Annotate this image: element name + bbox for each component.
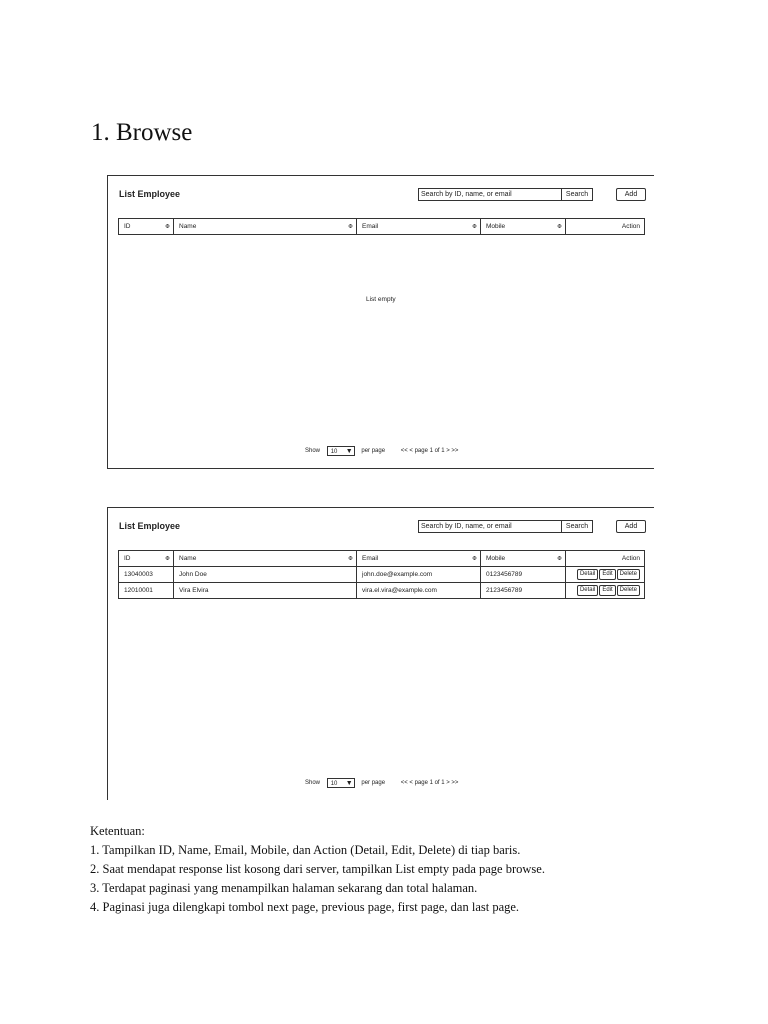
- employee-table: [118, 218, 645, 235]
- show-label: Show: [305, 448, 321, 454]
- list-title: List Employee: [119, 189, 181, 199]
- notes-item: 4. Paginasi juga dilengkapi tombol next page, previous page, first page, dan last page.: [90, 900, 520, 914]
- search-button[interactable]: Search: [561, 520, 593, 533]
- column-header-action: Action: [566, 219, 645, 235]
- detail-button[interactable]: Detail: [577, 569, 598, 580]
- table-row: [119, 583, 645, 599]
- column-header-name[interactable]: [174, 551, 357, 567]
- notes-item: 3. Terdapat paginasi yang menampilkan halaman sekarang dan total halaman.: [90, 881, 478, 895]
- pagination: [305, 446, 458, 456]
- column-header-email[interactable]: [357, 219, 481, 235]
- list-title: List Employee: [119, 521, 181, 531]
- column-header-action: Action: [566, 551, 645, 567]
- column-header-label: ID: [124, 223, 131, 230]
- column-header-mobile[interactable]: [481, 219, 566, 235]
- cell-name: John Doe: [174, 567, 357, 583]
- add-button[interactable]: Add: [616, 520, 646, 533]
- add-button[interactable]: Add: [616, 188, 646, 201]
- cell-actions: [566, 583, 645, 599]
- pagination: [305, 778, 458, 788]
- empty-list-message: List empty: [366, 296, 396, 303]
- column-header-label: Name: [179, 555, 197, 562]
- cell-mobile: 2123456789: [481, 583, 566, 599]
- column-header-mobile[interactable]: [481, 551, 566, 567]
- cell-id: 12010001: [119, 583, 174, 599]
- chevron-down-icon: ▼: [345, 448, 353, 455]
- sort-icon[interactable]: [348, 556, 353, 560]
- sort-icon[interactable]: [348, 224, 353, 228]
- per-page-select[interactable]: [327, 778, 355, 788]
- sort-icon[interactable]: [557, 224, 562, 228]
- chevron-down-icon: ▼: [345, 780, 353, 787]
- mockup-populated-list: [107, 507, 654, 800]
- cell-name: Vira Elvira: [174, 583, 357, 599]
- delete-button[interactable]: Delete: [617, 585, 640, 596]
- column-header-id[interactable]: [119, 219, 174, 235]
- search-input[interactable]: Search by ID, name, or email: [418, 520, 563, 533]
- sort-icon[interactable]: [165, 556, 170, 560]
- notes-title: Ketentuan:: [90, 824, 145, 838]
- mockup-empty-list: [107, 175, 654, 469]
- cell-actions: [566, 567, 645, 583]
- column-header-email[interactable]: [357, 551, 481, 567]
- sort-icon[interactable]: [472, 224, 477, 228]
- table-header-row: [119, 219, 645, 235]
- sort-icon[interactable]: [472, 556, 477, 560]
- per-page-value: 10: [330, 449, 338, 455]
- edit-button[interactable]: Edit: [599, 585, 615, 596]
- column-header-label: Name: [179, 223, 197, 230]
- page-navigation[interactable]: << < page 1 of 1 > >>: [400, 448, 459, 454]
- sort-icon[interactable]: [165, 224, 170, 228]
- cell-email: vira.el.vira@example.com: [357, 583, 481, 599]
- column-header-id[interactable]: [119, 551, 174, 567]
- page-navigation[interactable]: << < page 1 of 1 > >>: [400, 780, 459, 786]
- cell-id: 13040003: [119, 567, 174, 583]
- table-row: [119, 567, 645, 583]
- sort-icon[interactable]: [557, 556, 562, 560]
- table-header-row: [119, 551, 645, 567]
- cell-email: john.doe@example.com: [357, 567, 481, 583]
- column-header-label: Mobile: [486, 555, 506, 562]
- search-button[interactable]: Search: [561, 188, 593, 201]
- show-label: Show: [305, 780, 321, 786]
- delete-button[interactable]: Delete: [617, 569, 640, 580]
- requirements-notes: [90, 822, 545, 917]
- cell-mobile: 0123456789: [481, 567, 566, 583]
- notes-item: 2. Saat mendapat response list kosong dari server, tampilkan List empty pada page browse.: [90, 862, 545, 876]
- column-header-name[interactable]: [174, 219, 357, 235]
- per-page-label: per page: [361, 780, 386, 786]
- edit-button[interactable]: Edit: [599, 569, 615, 580]
- search-input[interactable]: Search by ID, name, or email: [418, 188, 563, 201]
- employee-table: [118, 550, 645, 599]
- detail-button[interactable]: Detail: [577, 585, 598, 596]
- column-header-label: ID: [124, 555, 131, 562]
- per-page-value: 10: [330, 781, 338, 787]
- column-header-label: Email: [362, 555, 379, 562]
- per-page-select[interactable]: [327, 446, 355, 456]
- notes-item: 1. Tampilkan ID, Name, Email, Mobile, dan Action (Detail, Edit, Delete) di tiap baris.: [90, 843, 521, 857]
- page-heading: 1. Browse: [91, 119, 193, 146]
- per-page-label: per page: [361, 448, 386, 454]
- column-header-label: Email: [362, 223, 379, 230]
- column-header-label: Mobile: [486, 223, 506, 230]
